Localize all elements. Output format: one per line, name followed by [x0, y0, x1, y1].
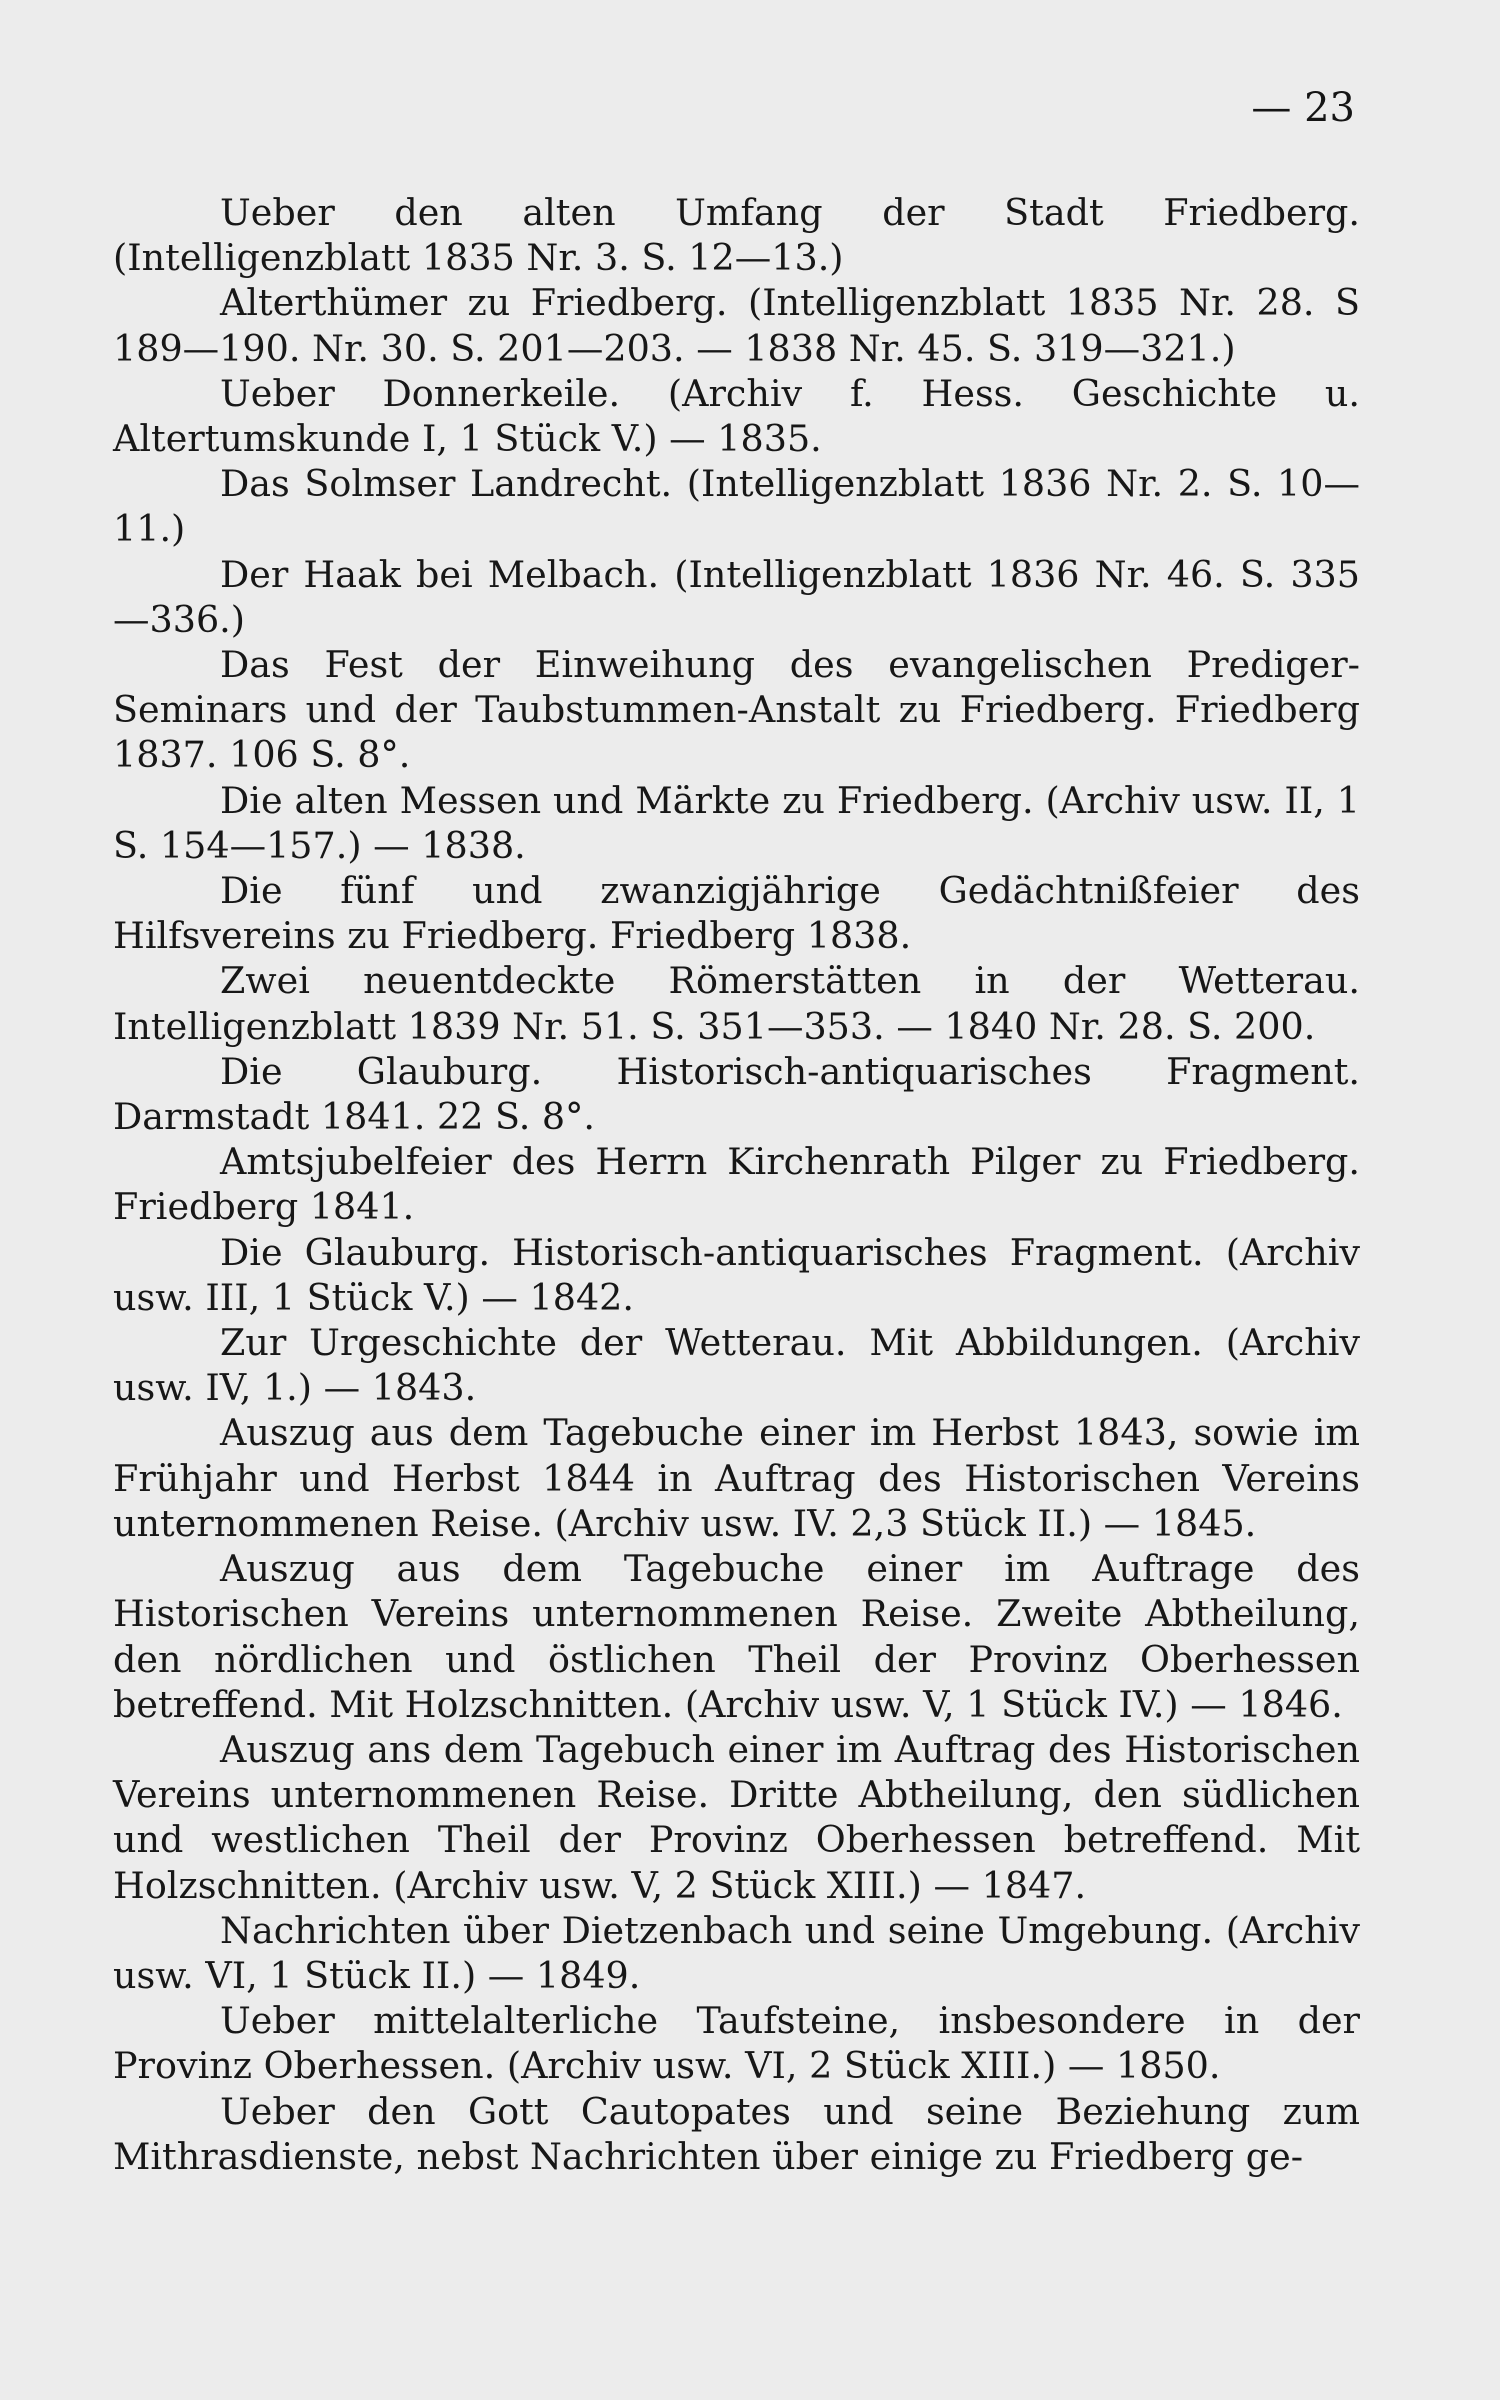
bibliography-entry: Die fünf und zwanzigjährige Gedächtnißfeier des Hilfsvereins zu Friedberg. Friedberg 1838. — [113, 869, 1360, 958]
bibliography-entry: Ueber Donnerkeile. (Archiv f. Hess. Geschichte u. Altertumskunde I, 1 Stück V.) — 1835. — [113, 371, 1360, 461]
bibliography-entry: Zur Urgeschichte der Wetterau. Mit Abbildungen. (Archiv usw. IV, 1.) — 1843. — [113, 1321, 1360, 1410]
bibliography-entry: Die Glauburg. Historisch-antiquarisches Fragment. Darmstadt 1841. 22 S. 8°. — [113, 1049, 1360, 1139]
bibliography-entry: Zwei neuentdeckte Römerstätten in der Wetterau. Intelligenzblatt 1839 Nr. 51. S. 351—353. — 1840 Nr. 28. S. 200. — [113, 959, 1360, 1048]
bibliography-entry: Auszug ans dem Tagebuch einer im Auftrag des Historischen Vereins unternommenen Reise. Dritte Abtheilung, den südlichen und westlichen Theil der Provinz Oberhessen betreffend. Mit Holzschnitten. (Archiv usw. V, 2 Stück XIII.) — 1847. — [113, 1727, 1360, 1907]
page-number: — 23 — [1251, 85, 1355, 131]
bibliography-entry: Ueber den alten Umfang der Stadt Friedberg. (Intelligenzblatt 1835 Nr. 3. S. 12—13.) — [113, 191, 1360, 280]
bibliography-entry: Amtsjubelfeier des Herrn Kirchenrath Pilger zu Friedberg. Friedberg 1841. — [113, 1140, 1360, 1229]
bibliography-entry: Ueber den Gott Cautopates und seine Beziehung zum Mithrasdienste, nebst Nachrichten über einige zu Friedberg ge- — [113, 2089, 1360, 2178]
bibliography-entry: Nachrichten über Dietzenbach und seine Umgebung. (Archiv usw. VI, 1 Stück II.) — 1849. — [113, 1908, 1360, 1997]
bibliography-list — [113, 190, 1360, 2179]
bibliography-entry: Das Solmser Landrecht. (Intelligenzblatt 1836 Nr. 2. S. 10—11.) — [113, 462, 1360, 551]
bibliography-entry: Die alten Messen und Märkte zu Friedberg. (Archiv usw. II, 1 S. 154—157.) — 1838. — [113, 778, 1360, 867]
bibliography-entry: Ueber mittelalterliche Taufsteine, insbesondere in der Provinz Oberhessen. (Archiv usw. VI, 2 Stück XIII.) — 1850. — [113, 1999, 1360, 2088]
bibliography-entry: Auszug aus dem Tagebuche einer im Herbst 1843, sowie im Frühjahr und Herbst 1844 in Auftrag des Historischen Vereins unternommenen Reise. (Archiv usw. IV. 2,3 Stück II.) — 1845. — [113, 1411, 1360, 1545]
bibliography-entry: Das Fest der Einweihung des evangelischen Prediger-Seminars und der Taubstummen-Anstalt zu Friedberg. Friedberg 1837. 106 S. 8°. — [113, 643, 1360, 777]
bibliography-entry: Auszug aus dem Tagebuche einer im Auftrage des Historischen Vereins unternommenen Reise. Zweite Abtheilung, den nördlichen und östlichen Theil der Provinz Oberhessen betreffend. Mit Holzschnitten. (Archiv usw. V, 1 Stück IV.) — 1846. — [113, 1547, 1360, 1726]
bibliography-entry: Der Haak bei Melbach. (Intelligenzblatt 1836 Nr. 46. S. 335—336.) — [113, 552, 1360, 641]
bibliography-entry: Die Glauburg. Historisch-antiquarisches Fragment. (Archiv usw. III, 1 Stück V.) — 1842. — [113, 1230, 1360, 1319]
bibliography-entry: Alterthümer zu Friedberg. (Intelligenzblatt 1835 Nr. 28. S 189—190. Nr. 30. S. 201—203. — 1838 Nr. 45. S. 319—321.) — [113, 281, 1360, 370]
